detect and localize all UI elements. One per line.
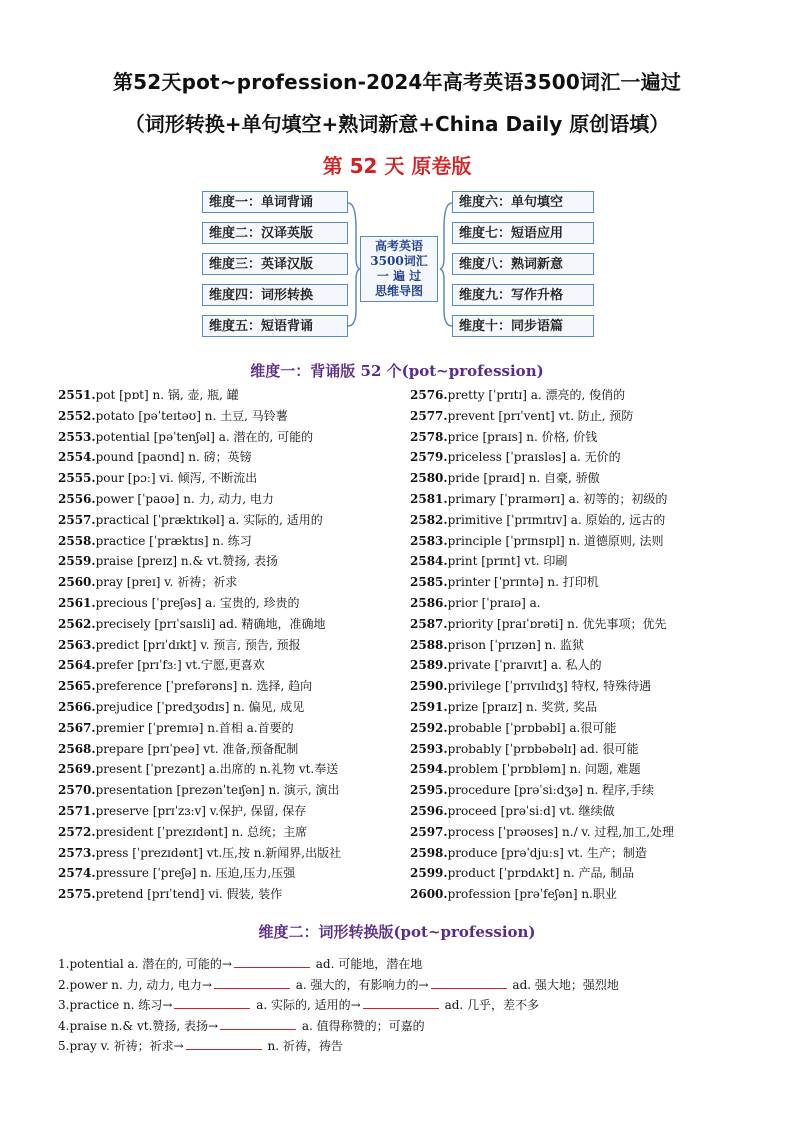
- vocab-number: 2573.: [58, 845, 96, 860]
- answer-blank[interactable]: [186, 1038, 262, 1050]
- mindmap-node-left-4: 维度四：词形转换: [202, 284, 348, 306]
- vocab-number: 2589.: [410, 658, 448, 673]
- vocab-entry: [410, 863, 674, 884]
- vocab-text: practice [ˈpræktɪs] n. 练习: [95, 533, 252, 548]
- vocab-text: prison [ˈprɪzən] n. 监狱: [447, 637, 585, 652]
- vocab-number: 2580.: [410, 471, 448, 486]
- vocab-entry: [58, 801, 341, 822]
- vocab-text: procedure [prəˈsiːdʒə] n. 程序,手续: [447, 783, 654, 798]
- vocab-text: price [praɪs] n. 价格, 价钱: [447, 429, 598, 444]
- mindmap-node-right-5: 维度十：同步语篇: [452, 315, 594, 337]
- vocab-entry: [58, 468, 341, 489]
- vocab-text: probably [ˈprɒbəbəlɪ] ad. 很可能: [447, 741, 639, 756]
- vocab-entry: [410, 406, 674, 427]
- vocab-text: produce [prəˈdjuːs] vt. 生产；制造: [447, 845, 647, 860]
- exercise-prompt: a. 强大的，有影响力的→: [291, 977, 429, 992]
- vocab-entry: [58, 406, 341, 427]
- vocab-text: practical [ˈpræktɪkəl] a. 实际的, 适用的: [95, 512, 323, 527]
- vocab-number: 2571.: [58, 803, 96, 818]
- vocab-entry: [58, 884, 341, 905]
- vocab-number: 2565.: [58, 679, 96, 694]
- vocab-text: pride [praɪd] n. 自豪, 骄傲: [447, 471, 600, 486]
- exercise-hint: ad. 强大地；强烈地: [508, 977, 619, 992]
- exercise-list: [58, 954, 619, 1057]
- vocab-list-right: [410, 385, 674, 905]
- vocab-entry: [410, 780, 674, 801]
- vocab-entry: [58, 759, 341, 780]
- vocab-entry: [410, 572, 674, 593]
- vocab-number: 2556.: [58, 491, 96, 506]
- vocab-number: 2586.: [410, 595, 448, 610]
- vocab-number: 2600.: [410, 887, 448, 902]
- vocab-entry: [58, 676, 341, 697]
- vocab-entry: [410, 385, 674, 406]
- vocab-text: priceless [ˈpraɪsləs] a. 无价的: [447, 450, 621, 465]
- vocab-entry: [58, 697, 341, 718]
- vocab-entry: [58, 739, 341, 760]
- vocab-text: pour [pɔː] vi. 倾泻, 不断流出: [95, 471, 258, 486]
- mindmap-center-line: 一 遍 过: [376, 269, 422, 283]
- vocab-entry: [58, 718, 341, 739]
- exercise-item: [58, 1016, 619, 1037]
- exercise-item: [58, 995, 619, 1016]
- vocab-text: potato [pəˈteɪtəʊ] n. 土豆, 马铃薯: [95, 408, 288, 423]
- vocab-number: 2557.: [58, 512, 96, 527]
- vocab-number: 2596.: [410, 803, 448, 818]
- mindmap-center-line: 高考英语: [374, 239, 423, 253]
- vocab-text: praise [preɪz] n.& vt.赞扬, 表扬: [95, 554, 279, 569]
- vocab-text: predict [prɪˈdɪkt] v. 预言, 预告, 预报: [95, 637, 301, 652]
- vocab-number: 2594.: [410, 762, 448, 777]
- vocab-text: pretty [ˈprɪtɪ] a. 漂亮的, 俊俏的: [447, 388, 626, 402]
- mindmap-center: [360, 236, 438, 302]
- vocab-number: 2578.: [410, 429, 448, 444]
- vocab-text: prior [ˈpraɪə] a.: [447, 595, 541, 610]
- exercise-prompt: 1.potential a. 潜在的, 可能的→: [58, 957, 232, 971]
- vocab-number: 2598.: [410, 845, 448, 860]
- vocab-number: 2567.: [58, 720, 96, 735]
- answer-blank[interactable]: [431, 977, 507, 989]
- exercise-hint: a. 值得称赞的；可嘉的: [298, 1018, 425, 1033]
- vocab-entry: [58, 551, 341, 572]
- answer-blank[interactable]: [220, 1018, 296, 1030]
- vocab-text: presentation [prezənˈteɪʃən] n. 演示, 演出: [95, 783, 340, 798]
- mindmap-node-left-5: 维度五：短语背诵: [202, 315, 348, 337]
- vocab-entry: [410, 489, 674, 510]
- vocab-number: 2553.: [58, 429, 96, 444]
- vocab-number: 2585.: [410, 575, 448, 590]
- exercise-item: [58, 975, 619, 996]
- mindmap-node-left-2: 维度二：汉译英版: [202, 222, 348, 244]
- vocab-number: 2563.: [58, 637, 96, 652]
- vocab-entry: [410, 655, 674, 676]
- vocab-text: proceed [prəˈsiːd] vt. 继续做: [447, 803, 615, 818]
- vocab-text: prepare [prɪˈpeə] vt. 准备,预备配制: [95, 741, 299, 756]
- vocab-entry: [58, 822, 341, 843]
- mindmap-node-right-2: 维度七：短语应用: [452, 222, 594, 244]
- page-subtitle-line: （词形转换+单句填空+熟词新意+China Daily 原创语填）: [124, 112, 670, 136]
- vocab-text: preserve [prɪˈzɜːv] v.保护, 保留, 保存: [95, 803, 307, 818]
- vocab-text: preference [ˈprefərəns] n. 选择, 趋向: [95, 679, 313, 694]
- vocab-text: problem [ˈprɒbləm] n. 问题, 难题: [447, 762, 641, 777]
- vocab-entry: [58, 531, 341, 552]
- vocab-entry: [410, 427, 674, 448]
- vocab-entry: [410, 843, 674, 864]
- vocab-number: 2566.: [58, 699, 96, 714]
- vocab-entry: [58, 572, 341, 593]
- vocab-text: pressure [ˈpreʃə] n. 压迫,压力,压强: [95, 866, 296, 881]
- vocab-number: 2579.: [410, 450, 448, 465]
- vocab-number: 2581.: [410, 491, 448, 506]
- vocab-entry: [410, 593, 674, 614]
- vocab-number: 2590.: [410, 679, 448, 694]
- vocab-entry: [58, 447, 341, 468]
- section-heading-word-forms: 维度二：词形转换版(pot~profession): [258, 923, 536, 941]
- vocab-entry: [410, 759, 674, 780]
- mindmap-center-line: 思维导图: [374, 284, 423, 298]
- vocab-text: product [ˈprɒdʌkt] n. 产品, 制品: [447, 866, 635, 881]
- vocab-entry: [410, 510, 674, 531]
- vocab-number: 2595.: [410, 783, 448, 798]
- vocab-number: 2587.: [410, 616, 448, 631]
- vocab-number: 2599.: [410, 866, 448, 881]
- vocab-entry: [410, 468, 674, 489]
- vocab-text: prejudice [ˈpredʒʊdɪs] n. 偏见, 成见: [95, 699, 305, 714]
- vocab-number: 2554.: [58, 450, 96, 465]
- vocab-entry: [58, 385, 341, 406]
- vocab-text: power [ˈpaʊə] n. 力, 动力, 电力: [95, 491, 274, 506]
- vocab-text: present [ˈprezənt] a.出席的 n.礼物 vt.奉送: [95, 762, 339, 777]
- vocab-number: 2561.: [58, 595, 96, 610]
- vocab-number: 2584.: [410, 554, 448, 569]
- vocab-text: press [ˈprezɪdənt] vt.压,按 n.新闻界,出版社: [95, 845, 342, 860]
- vocab-entry: [58, 635, 341, 656]
- vocab-number: 2569.: [58, 762, 96, 777]
- vocab-number: 2560.: [58, 575, 96, 590]
- vocab-number: 2552.: [58, 408, 96, 423]
- vocab-list-left: [58, 385, 341, 905]
- vocab-text: primitive [ˈprɪmɪtɪv] a. 原始的, 远古的: [447, 512, 666, 527]
- vocab-text: primary [ˈpraɪmərɪ] a. 初等的；初级的: [447, 491, 668, 506]
- vocab-number: 2562.: [58, 616, 96, 631]
- mindmap-node-left-3: 维度三：英译汉版: [202, 253, 348, 275]
- vocab-entry: [58, 489, 341, 510]
- vocab-text: priority [praɪˈɒrəti] n. 优先事项；优先: [447, 616, 667, 631]
- exercise-prompt: 4.praise n.& vt.赞扬, 表扬→: [58, 1018, 219, 1033]
- vocab-entry: [58, 780, 341, 801]
- vocab-entry: [410, 739, 674, 760]
- vocab-entry: [410, 551, 674, 572]
- vocab-text: premier [ˈpremɪə] n.首相 a.首要的: [95, 720, 294, 735]
- vocab-entry: [58, 843, 341, 864]
- vocab-entry: [410, 635, 674, 656]
- mind-map: [200, 188, 600, 338]
- exercise-item: [58, 954, 619, 975]
- vocab-entry: [58, 863, 341, 884]
- vocab-entry: [410, 447, 674, 468]
- vocab-entry: [410, 822, 674, 843]
- vocab-text: prevent [prɪˈvent] vt. 防止, 预防: [447, 408, 634, 423]
- answer-blank[interactable]: [174, 997, 250, 1009]
- vocab-number: 2597.: [410, 824, 448, 839]
- vocab-text: prize [praɪz] n. 奖赏, 奖品: [447, 699, 597, 714]
- vocab-number: 2591.: [410, 699, 448, 714]
- vocab-entry: [58, 614, 341, 635]
- mindmap-node-right-1: 维度六：单句填空: [452, 191, 594, 213]
- vocab-text: precious [ˈpreʃəs] a. 宝贵的, 珍贵的: [95, 595, 300, 610]
- mindmap-node-right-4: 维度九：写作升格: [452, 284, 594, 306]
- vocab-entry: [410, 718, 674, 739]
- vocab-number: 2558.: [58, 533, 96, 548]
- vocab-text: principle [ˈprɪnsɪpl] n. 道德原则, 法则: [447, 533, 664, 548]
- exercise-prompt: 5.pray v. 祈祷；祈求→: [58, 1039, 184, 1053]
- vocab-number: 2574.: [58, 866, 96, 881]
- vocab-number: 2559.: [58, 554, 96, 569]
- vocab-number: 2588.: [410, 637, 448, 652]
- vocab-entry: [58, 510, 341, 531]
- edition-label: 第 52 天 原卷版: [322, 154, 472, 178]
- answer-blank[interactable]: [214, 977, 290, 989]
- vocab-number: 2572.: [58, 824, 96, 839]
- vocab-text: prefer [prɪˈfɜː] vt.宁愿,更喜欢: [95, 658, 265, 673]
- mindmap-center-line: 3500词汇: [370, 254, 428, 268]
- vocab-number: 2551.: [58, 388, 96, 402]
- vocab-number: 2555.: [58, 471, 96, 486]
- vocab-number: 2577.: [410, 408, 448, 423]
- vocab-text: pretend [prɪˈtend] vi. 假装, 装作: [95, 887, 283, 902]
- vocab-text: pray [preɪ] v. 祈祷；祈求: [95, 575, 238, 590]
- vocab-number: 2592.: [410, 720, 448, 735]
- vocab-entry: [58, 427, 341, 448]
- vocab-entry: [410, 531, 674, 552]
- exercise-hint: ad. 可能地，潜在地: [311, 957, 423, 971]
- exercise-hint: n. 祈祷，祷告: [263, 1039, 343, 1053]
- vocab-number: 2570.: [58, 783, 96, 798]
- vocab-text: president [ˈprezɪdənt] n. 总统；主席: [95, 824, 308, 839]
- vocab-text: process [ˈprəʊses] n./ v. 过程,加工,处理: [447, 824, 675, 839]
- vocab-number: 2593.: [410, 741, 448, 756]
- answer-blank[interactable]: [363, 997, 439, 1009]
- vocab-text: printer [ˈprɪntə] n. 打印机: [447, 575, 599, 590]
- page-title: 第52天pot~profession-2024年高考英语3500词汇一遍过: [112, 70, 682, 94]
- vocab-text: precisely [prɪˈsaɪsli] ad. 精确地，准确地: [95, 616, 326, 631]
- vocab-entry: [410, 697, 674, 718]
- vocab-number: 2582.: [410, 512, 448, 527]
- mindmap-node-right-3: 维度八：熟词新意: [452, 253, 594, 275]
- section-heading-recitation: 维度一：背诵版 52 个(pot~profession): [250, 362, 544, 380]
- vocab-number: 2575.: [58, 887, 96, 902]
- vocab-number: 2583.: [410, 533, 448, 548]
- vocab-entry: [58, 593, 341, 614]
- vocab-text: pot [pɒt] n. 锅, 壶, 瓶, 罐: [95, 388, 239, 402]
- answer-blank[interactable]: [234, 956, 310, 968]
- exercise-prompt: 2.power n. 力, 动力, 电力→: [58, 977, 212, 992]
- vocab-text: probable [ˈprɒbəbl] a.很可能: [447, 720, 617, 735]
- vocab-text: print [prɪnt] vt. 印刷: [447, 554, 568, 569]
- exercise-hint: ad. 几乎，差不多: [440, 998, 540, 1012]
- vocab-text: private [ˈpraɪvɪt] a. 私人的: [447, 658, 602, 673]
- exercise-item: [58, 1036, 619, 1057]
- exercise-prompt: 3.practice n. 练习→: [58, 998, 173, 1012]
- vocab-entry: [410, 676, 674, 697]
- exercise-prompt: a. 实际的, 适用的→: [252, 998, 361, 1012]
- vocab-entry: [410, 884, 674, 905]
- vocab-entry: [410, 614, 674, 635]
- vocab-text: profession [prəˈfeʃən] n.职业: [447, 887, 617, 902]
- vocab-text: pound [paʊnd] n. 磅；英镑: [95, 450, 252, 465]
- vocab-number: 2568.: [58, 741, 96, 756]
- vocab-entry: [58, 655, 341, 676]
- vocab-number: 2564.: [58, 658, 96, 673]
- vocab-number: 2576.: [410, 388, 448, 402]
- mindmap-node-left-1: 维度一：单词背诵: [202, 191, 348, 213]
- vocab-text: potential [pəˈtenʃəl] a. 潜在的, 可能的: [95, 429, 314, 444]
- vocab-entry: [410, 801, 674, 822]
- vocab-text: privilege [ˈprɪvɪlɪdʒ] 特权, 特殊待遇: [447, 679, 652, 694]
